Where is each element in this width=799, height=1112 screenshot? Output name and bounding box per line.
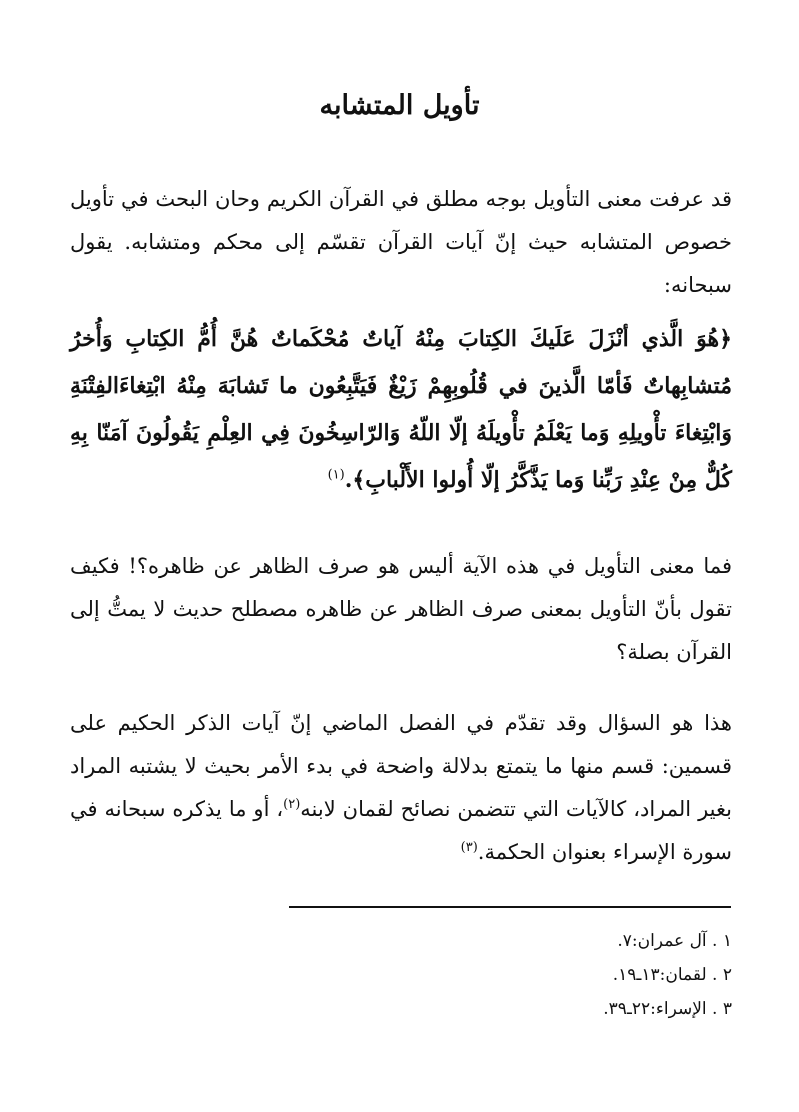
footnote-ref-3: (٣)	[460, 840, 478, 855]
paragraph-question	[70, 545, 732, 674]
paragraph-answer-text-a: هذا هو السؤال وقد تقدّم في الفصل الماضي إنّ آيات الذكر الحكيم على قسمين: قسم منها ما يتمتع بدلالة واضحة في بدء الأمر بحيث لا يشتبه المراد بغير المراد، كالآيات التي تتضمن نصائح لقمان لابنه	[70, 711, 732, 821]
paragraph-intro	[70, 178, 732, 307]
footnote-item: ٢ . لقمان:١٣ـ١٩.	[612, 965, 732, 985]
footnote-item: ١ . آل عمران:٧.	[617, 931, 732, 951]
footnote-ref-2: (٢)	[283, 797, 301, 812]
paragraph-answer-text-b: ، أو ما يذكره سبحانه في سورة الإسراء بعنوان الحكمة.	[70, 797, 732, 864]
paragraph-question-text: فما معنى التأويل في هذه الآية أليس هو صرف الظاهر عن ظاهره؟! فكيف تقول بأنّ التأويل بمعنى صرف الظاهر عن ظاهره مصطلح حديث لا يمتُّ إلى القرآن بصلة؟	[70, 554, 732, 664]
quran-verse-text: ﴿هُوَ الَّذي أنْزَلَ عَلَيكَ الكِتابَ مِنْهُ آياتٌ مُحْكَماتٌ هُنَّ أُمُّ الكِتابِ وَأُخرُ مُتشابِهاتٌ فَأمّا الَّذينَ في قُلُوبِهِمْ زَيْغٌ فَيَتَّبِعُون ما تَشابَهَ مِنْهُ ابْتِغاءَالفِتْنَةِ وَابْتِغاءَ تأْويلِهِ وَما يَعْلَمُ تأْويلَهُ إلّا اللّهُ وَالرّاسِخُونَ فِي العِلْمِ يَقُولُونَ آمَنّا بِهِ كُلٌّ مِنْ عِنْدِ رَبِّنا وَما يَذَّكَّرُ إلّا أُولوا الأَلْبابِ﴾.	[70, 326, 732, 493]
paragraph-intro-text: قد عرفت معنى التأويل بوجه مطلق في القرآن الكريم وحان البحث في تأويل خصوص المتشابه حيث إنّ آيات القرآن تقسّم إلى محكم ومتشابه. يقول سبحانه:	[70, 187, 732, 297]
paragraph-answer	[70, 702, 732, 874]
quran-verse	[70, 316, 732, 504]
footnote-item: ٣ . الإسراء:٢٢ـ٣٩.	[603, 999, 732, 1019]
footnotes-list	[70, 924, 732, 1026]
footnote-ref-1: (١)	[327, 467, 345, 483]
footnote-separator	[289, 906, 731, 908]
page-title: تأويل المتشابه	[319, 90, 480, 121]
